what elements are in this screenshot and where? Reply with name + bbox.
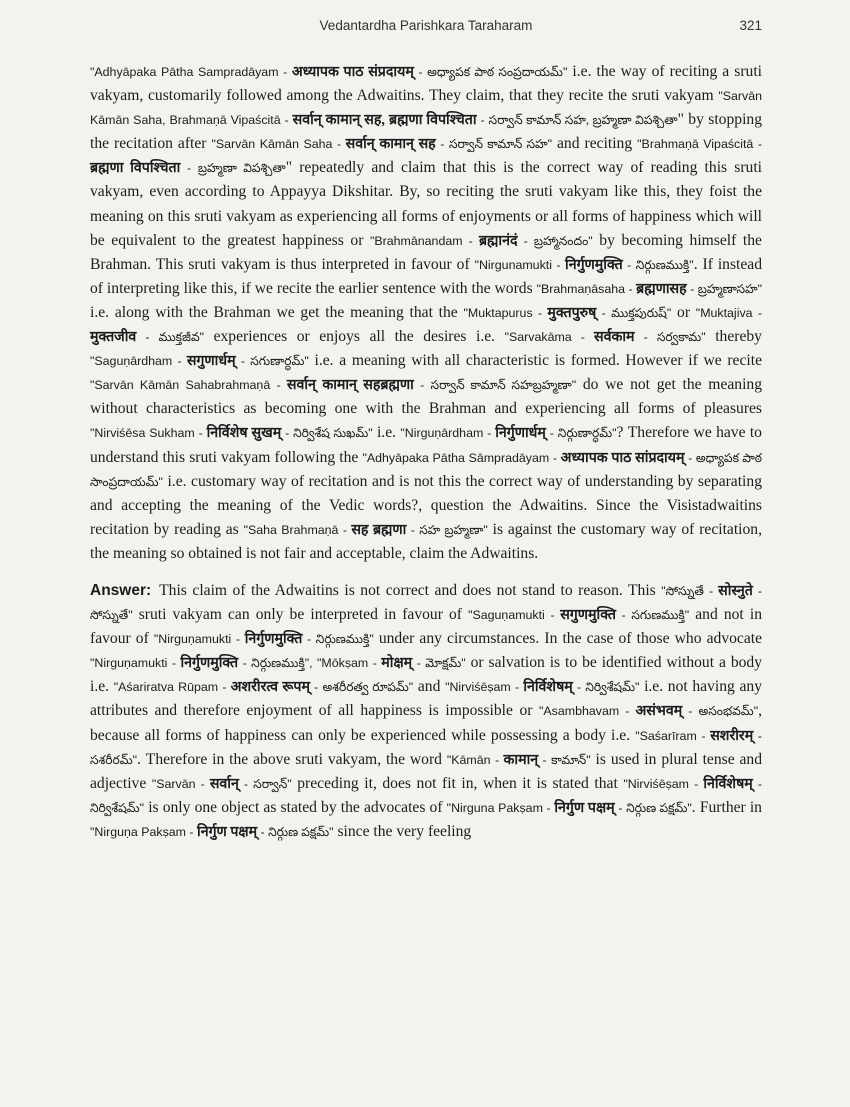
body-text: and	[413, 678, 446, 696]
devanagari-text: सह ब्रह्मणा	[351, 521, 407, 538]
transliteration-text: -	[634, 330, 657, 345]
body-text: i.e. a meaning with all characteristic is formed. However if we recite	[308, 352, 762, 370]
telugu-text: సోస్నుతే	[90, 608, 129, 623]
body-text: preceding it, does not fit in, when it is stated that	[291, 774, 624, 792]
telugu-text: నిర్గుణముక్తి	[315, 632, 370, 647]
transliteration-text: "	[158, 474, 163, 489]
devanagari-text: सर्वान् कामान् सह, ब्रह्मणा विपश्चिता	[292, 112, 477, 129]
transliteration-text: "Brahmānandam -	[369, 233, 479, 248]
transliteration-text: "Saguṇārdham -	[90, 354, 187, 369]
transliteration-text: "	[287, 776, 292, 791]
devanagari-text: सर्वान्	[209, 775, 239, 792]
telugu-text: సశరీరమ్	[90, 752, 133, 767]
transliteration-text: "Nirviśēṣam -	[445, 680, 524, 695]
answer-label: Answer:	[90, 581, 152, 599]
transliteration-text: "	[687, 800, 692, 815]
transliteration-text: "Nirguṇārdham -	[400, 426, 496, 441]
transliteration-text: "Muktajiva -	[695, 305, 762, 320]
telugu-text: సర్వాన్ కామాన్ సహబ్రహ్మణా	[430, 378, 572, 393]
devanagari-text: सर्वान् कामान् सह	[345, 136, 436, 153]
transliteration-text: "	[461, 656, 466, 671]
devanagari-text: निर्गुण पक्षम्	[554, 799, 615, 816]
transliteration-text: "Sarvān Kāmān Saha -	[211, 137, 346, 152]
body-text: is only one object as stated by the advocates of	[144, 798, 447, 816]
transliteration-text: "	[757, 281, 762, 296]
body-text: " by stopping the recitation after	[90, 111, 762, 153]
body-text: This claim of the Adwaitins is not correct and does not stand to reason. This	[159, 581, 662, 599]
transliteration-text: "Nirgunamukti -	[474, 257, 566, 272]
body-text: experiences or enjoys all the desires i.e.	[204, 328, 505, 346]
transliteration-text: "Nirviśēṣam -	[623, 776, 704, 791]
transliteration-text: "	[684, 608, 690, 623]
transliteration-text: -	[572, 680, 586, 695]
transliteration-text: "Asambhavam -	[539, 704, 636, 719]
transliteration-text: -	[257, 824, 269, 839]
transliteration-text: "	[588, 233, 593, 248]
transliteration-text: -	[281, 426, 294, 441]
devanagari-text: अध्यापक पाठ संप्रदायम्	[291, 64, 414, 80]
body-text: or	[671, 303, 696, 321]
transliteration-text: -	[412, 656, 426, 671]
telugu-text: మోక్షమ్	[425, 656, 462, 671]
transliteration-text: "	[128, 608, 133, 623]
devanagari-text: सर्वकाम	[593, 329, 635, 346]
transliteration-text: "	[304, 354, 309, 369]
telugu-text: నిర్గుణ పక్షమ్	[626, 800, 688, 815]
transliteration-text: "Sarvān -	[151, 776, 210, 791]
transliteration-text: -	[476, 113, 489, 128]
transliteration-text: "Adhyāpaka Pātha Sampradāyam -	[90, 65, 292, 79]
transliteration-text: "Nirviśēsa Sukham -	[90, 426, 207, 441]
devanagari-text: अध्यापक पाठ सांप्रदायम्	[560, 449, 685, 466]
transliteration-text: -	[538, 752, 552, 767]
transliteration-text: -	[413, 65, 428, 79]
transliteration-text: "Nirguṇamukti -	[90, 656, 181, 671]
telugu-text: నిర్విశేషమ్	[90, 800, 140, 815]
transliteration-text: "Saśarīram -	[635, 728, 711, 743]
transliteration-text: "	[329, 824, 334, 839]
telugu-text: అసంభవమ్	[698, 704, 754, 719]
body-text: do we not get the meaning without characteristics as becoming one with the Brahman and experiencing all forms of pleasures	[90, 376, 763, 418]
devanagari-text: निर्गुणार्धम्	[495, 425, 546, 442]
running-header	[90, 18, 762, 38]
transliteration-text: "Saguṇamukti -	[468, 608, 561, 623]
transliteration-text: "	[139, 800, 145, 815]
devanagari-text: सगुणमुक्ति	[560, 607, 616, 624]
transliteration-text: "Saha Brahmaṇā -	[243, 522, 352, 537]
transliteration-text: "Kāmān -	[446, 752, 504, 767]
body-text: . If instead of interpreting like this, if we recite the earlier sentence with the words	[90, 255, 762, 297]
transliteration-text: "Sarvān Kāmān Saha, Brahmaṇā Vipaścitā -	[90, 89, 762, 128]
transliteration-text: -	[238, 656, 252, 671]
telugu-text: నిర్విశేష సుఖమ్	[293, 426, 369, 441]
transliteration-text: "Adhyāpaka Pātha Sāmpradāyam -	[362, 450, 561, 465]
transliteration-text: "Brahmaṇāsaha -	[536, 281, 637, 296]
body-text: i.e. the way of reciting a sruti vakyam, customarily followed among the Adwaitins. They claim, that they recite the sruti vakyam	[90, 63, 762, 105]
transliteration-text: "	[634, 680, 640, 695]
body-text: thereby	[705, 328, 762, 346]
devanagari-text: असंभवम्	[635, 703, 683, 720]
body-text: is against the customary way of recitation, the meaning so obtained is not fair and acceptable, claim the Adwaitins.	[90, 520, 762, 562]
body-text: or salvation is to be identified without a body i.e.	[90, 654, 763, 696]
transliteration-text: "	[408, 680, 414, 695]
body-text: i.e.	[372, 424, 401, 442]
devanagari-text: कामान्	[503, 751, 539, 768]
transliteration-text: -	[545, 426, 558, 441]
transliteration-text: "Brahmaṇā Vipaścitā -	[637, 137, 762, 152]
devanagari-text: निर्गुणमुक्ति	[565, 256, 623, 273]
devanagari-text: निर्गुणमुक्ति	[180, 655, 239, 672]
transliteration-text: "Nirguṇa Pakṣam -	[90, 824, 198, 839]
body-text: ? Therefore we have to understand this sruti vakyam following the	[90, 424, 762, 466]
paragraph-answer	[90, 579, 762, 844]
transliteration-text: -	[615, 608, 632, 623]
devanagari-text: ब्रह्मणासह	[636, 280, 687, 297]
transliteration-text: "	[369, 632, 374, 647]
transliteration-text: -	[682, 704, 699, 719]
telugu-text: ముక్తపురుష్	[611, 305, 667, 320]
devanagari-text: ब्रह्मानंदं	[478, 232, 518, 249]
body-text: and reciting	[552, 135, 638, 153]
transliteration-text: -	[753, 728, 762, 743]
telugu-text: నిర్గుణముక్తి	[635, 257, 690, 272]
devanagari-text: निर्विशेष सुखम्	[206, 425, 282, 442]
telugu-text: బ్రహ్మానందం	[533, 233, 589, 248]
telugu-text: సోస్నుతే	[665, 583, 704, 598]
telugu-text: సర్వాన్ కామాన్ సహ, బ్రహ్మణా విపశ్చితా	[488, 113, 678, 128]
transliteration-text: "	[562, 65, 568, 79]
devanagari-text: अशरीरत्व रूपम्	[230, 679, 310, 696]
body-text: . Further in	[691, 798, 762, 816]
transliteration-text: "Nirguna Pakṣam -	[446, 800, 555, 815]
body-text: i.e. along with the Brahman we get the meaning that the	[90, 303, 464, 321]
body-text: i.e. customary way of recitation and is not this the correct way of understanding by separating and accepting the meaning of the Vedic words?, question the Adwaitins. Since the Visistadwaitins recitation by reading as	[90, 472, 762, 538]
body-text: i.e. not having any attributes and therefore enjoyment of all happiness is impossible or	[90, 678, 763, 720]
body-text: and not in favour of	[90, 606, 762, 648]
transliteration-text: "	[586, 752, 591, 767]
transliteration-text: "	[661, 583, 666, 598]
transliteration-text: "Sarvakāma -	[504, 330, 594, 345]
telugu-text: అశరీరత్వ రూపమ్	[322, 680, 409, 695]
transliteration-text: -	[622, 257, 636, 272]
transliteration-text: -	[235, 354, 251, 369]
telugu-text: ముక్తజీవ	[158, 330, 200, 345]
transliteration-text: -	[302, 632, 316, 647]
devanagari-text: मोक्षम्	[381, 655, 413, 672]
devanagari-text: निर्गुण पक्षम्	[197, 823, 258, 840]
transliteration-text: "Nirguṇamukti -	[153, 632, 245, 647]
devanagari-text: मुक्तजीव	[90, 329, 137, 346]
telugu-text: నిర్గుణ పక్షమ్	[268, 824, 330, 839]
transliteration-text: -	[703, 583, 719, 598]
transliteration-text: "Muktapurus -	[463, 305, 548, 320]
transliteration-text: "	[666, 305, 672, 320]
transliteration-text: -	[752, 583, 762, 598]
book-title: Vedantardha Parishkara Taraharam	[319, 18, 533, 33]
telugu-text: నిర్విశేషమ్	[585, 680, 635, 695]
page-body	[90, 60, 762, 844]
transliteration-text: -	[238, 776, 254, 791]
transliteration-text: -	[180, 161, 198, 176]
devanagari-text: सोस्नुते	[718, 582, 753, 599]
telugu-text: సగుణముక్తి	[631, 608, 685, 623]
body-text: by becoming himself the Brahman. This sruti vakyam is thus interpreted in favour of	[90, 231, 762, 273]
transliteration-text: -	[406, 522, 420, 537]
telugu-text: బ్రహ్మణాసహ	[697, 281, 758, 296]
telugu-text: కామాన్	[551, 752, 587, 767]
page-number: 321	[739, 18, 762, 33]
transliteration-text: "	[132, 752, 138, 767]
telugu-text: సర్వాన్	[253, 776, 288, 791]
devanagari-text: ब्रह्मणा विपश्चिता	[90, 160, 181, 177]
transliteration-text: -	[686, 281, 698, 296]
body-text: sruti vakyam can only be interpreted in favour of	[132, 606, 469, 624]
transliteration-text: "	[753, 704, 759, 719]
transliteration-text: "	[547, 137, 553, 152]
transliteration-text: "	[199, 330, 205, 345]
body-text: . Therefore in the above sruti vakyam, the word	[137, 750, 447, 768]
devanagari-text: मुक्तपुरुष्	[547, 304, 597, 321]
devanagari-text: निर्गुणमुक्ति	[244, 631, 303, 648]
body-text: under any circumstances. In the case of those who advocate	[373, 630, 763, 648]
transliteration-text: -	[752, 776, 762, 791]
telugu-text: సహ బ్రహ్మణా	[419, 522, 484, 537]
transliteration-text: ", "Mōkṣam -	[304, 656, 382, 671]
devanagari-text: निर्विशेषम्	[703, 775, 753, 792]
telugu-text: నిర్గుణార్ధమ్	[557, 426, 613, 441]
devanagari-text: सर्वान् कामान् सहब्रह्मणा	[286, 377, 414, 394]
paragraph-claim	[90, 60, 762, 566]
body-text: since the very feeling	[333, 822, 472, 840]
transliteration-text: -	[136, 330, 159, 345]
devanagari-text: निर्विशेषम्	[523, 679, 573, 696]
telugu-text: నిర్గుణముక్తి	[251, 656, 305, 671]
body-text: , because all forms of happiness can only be experienced while possessing a body i.e.	[90, 702, 762, 744]
transliteration-text: "Sarvān Kāmān Sahabrahmaṇā -	[90, 378, 287, 393]
transliteration-text: "Aśariratva Rūpam -	[113, 680, 231, 695]
body-text: " repeatedly and claim that this is the correct way of reading this sruti vakyam, even according to Appayya Dikshitar. By, so reciting the sruti vakyam like this, they foist the meaning on this sruti vakyam as experiencing all forms of enjoyments or all forms of happiness which will be equivalent to the greatest happiness or	[90, 159, 762, 249]
transliteration-text: "	[701, 330, 706, 345]
devanagari-text: सशरीरम्	[710, 727, 754, 744]
transliteration-text: "	[689, 257, 694, 272]
transliteration-text: -	[596, 305, 612, 320]
devanagari-text: सगुणार्धम्	[186, 353, 236, 370]
transliteration-text: -	[309, 680, 323, 695]
telugu-text: సర్వకామ	[656, 330, 702, 345]
transliteration-text: "	[571, 378, 577, 393]
telugu-text: బ్రహ్మణా విపశ్చితా	[197, 161, 286, 176]
transliteration-text: -	[517, 233, 534, 248]
telugu-text: అధ్యాపక పాఠ సంప్రదాయమ్	[427, 65, 563, 79]
telugu-text: సర్వాన్ కామాన్ సహ	[448, 137, 548, 152]
telugu-text: అధ్యాపక పాఠ సాంప్రదాయమ్	[90, 450, 763, 489]
body-text: is used in plural tense and adjective	[90, 750, 763, 792]
transliteration-text: "	[483, 522, 488, 537]
transliteration-text: -	[684, 450, 696, 465]
transliteration-text: "	[368, 426, 373, 441]
transliteration-text: -	[435, 137, 449, 152]
transliteration-text: "	[612, 426, 617, 441]
telugu-text: సగుణార్ధమ్	[250, 354, 305, 369]
transliteration-text: -	[413, 378, 431, 393]
transliteration-text: -	[614, 800, 627, 815]
